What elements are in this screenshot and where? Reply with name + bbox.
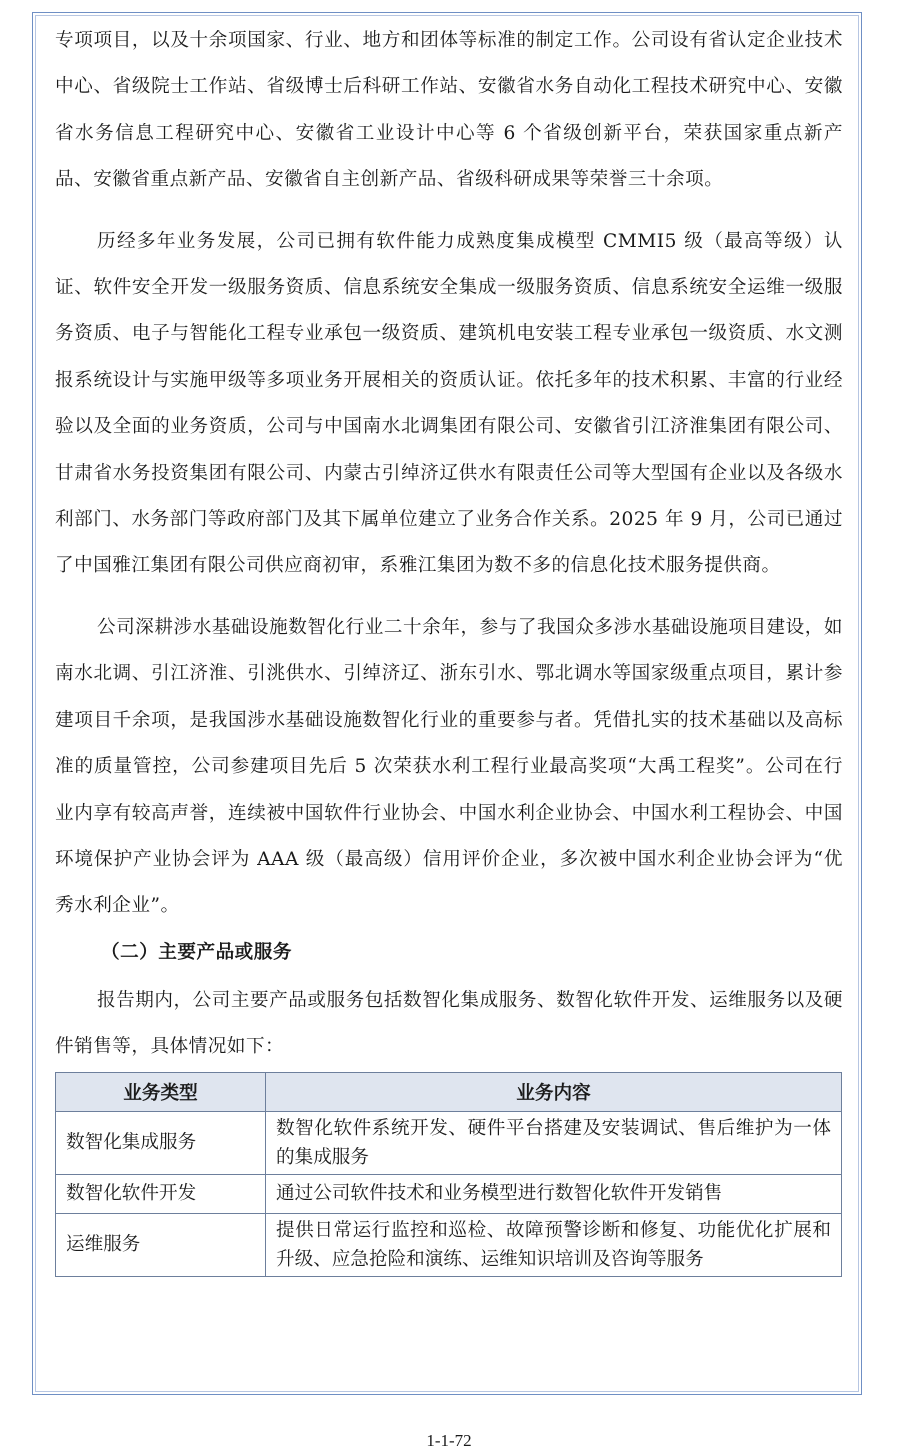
row-business-content: 提供日常运行监控和巡检、故障预警诊断和修复、功能优化扩展和升级、应急抢险和演练、运维知识培训及咨询等服务 <box>266 1213 842 1276</box>
section-heading: （二）主要产品或服务 <box>101 941 292 963</box>
row-business-content: 数智化软件系统开发、硬件平台搭建及安装调试、售后维护为一体的集成服务 <box>266 1111 842 1174</box>
paragraph-products-intro: 报告期内，公司主要产品或服务包括数智化集成服务、数智化软件开发、运维服务以及硬件销售等，具体情况如下： <box>55 989 843 1058</box>
paragraph-qualifications: 历经多年业务发展，公司已拥有软件能力成熟度集成模型 CMMI5 级（最高等级）认证、软件安全开发一级服务资质、信息系统安全集成一级服务资质、信息系统安全运维一级服务资质、电子与智能化工程专业承包一级资质、建筑机电安装工程专业承包一级资质、水文测报系统设计与实施甲级等多项业务开展相关的资质认证。依托多年的技术积累、丰富的行业经验以及全面的业务资质，公司与中国南水北调集团有限公司、安徽省引江济淮集团有限公司、甘肃省水务投资集团有限公司、内蒙古引绰济辽供水有限责任公司等大型国有企业以及各级水利部门、水务部门等政府部门及其下属单位建立了业务合作关系。2025 年 9 月，公司已通过了中国雅江集团有限公司供应商初审，系雅江集团为数不多的信息化技术服务提供商。 <box>55 230 843 577</box>
row-business-type: 数智化集成服务 <box>56 1111 266 1174</box>
row-business-content: 通过公司软件技术和业务模型进行数智化软件开发销售 <box>266 1174 842 1213</box>
page-number: 1-1-72 <box>426 1431 472 1450</box>
business-table <box>55 1072 842 1277</box>
table-row <box>56 1111 842 1174</box>
paragraph-innovation-platforms: 专项项目，以及十余项国家、行业、地方和团体等标准的制定工作。公司设有省认定企业技术中心、省级院士工作站、省级博士后科研工作站、安徽省水务自动化工程技术研究中心、安徽省水务信息工程研究中心、安徽省工业设计中心等 6 个省级创新平台，荣获国家重点新产品、安徽省重点新产品、安徽省自主创新产品、省级科研成果等荣誉三十余项。 <box>55 30 843 191</box>
document-body <box>55 18 843 1277</box>
paragraph-industry-experience: 公司深耕涉水基础设施数智化行业二十余年，参与了我国众多涉水基础设施项目建设，如南水北调、引江济淮、引洮供水、引绰济辽、浙东引水、鄂北调水等国家级重点项目，累计参建项目千余项，是我国涉水基础设施数智化行业的重要参与者。凭借扎实的技术基础以及高标准的质量管控，公司参建项目先后 5 次荣获水利工程行业最高奖项“大禹工程奖”。公司在行业内享有较高声誉，连续被中国软件行业协会、中国水利企业协会、中国水利工程协会、中国环境保护产业协会评为 AAA 级（最高级）信用评价企业，多次被中国水利企业协会评为“优秀水利企业”。 <box>55 616 843 917</box>
table-header-row <box>56 1072 842 1111</box>
row-business-type: 运维服务 <box>56 1213 266 1276</box>
header-business-content: 业务内容 <box>266 1072 842 1111</box>
row-business-type: 数智化软件开发 <box>56 1174 266 1213</box>
table-row <box>56 1213 842 1276</box>
table-row <box>56 1174 842 1213</box>
header-business-type: 业务类型 <box>56 1072 266 1111</box>
